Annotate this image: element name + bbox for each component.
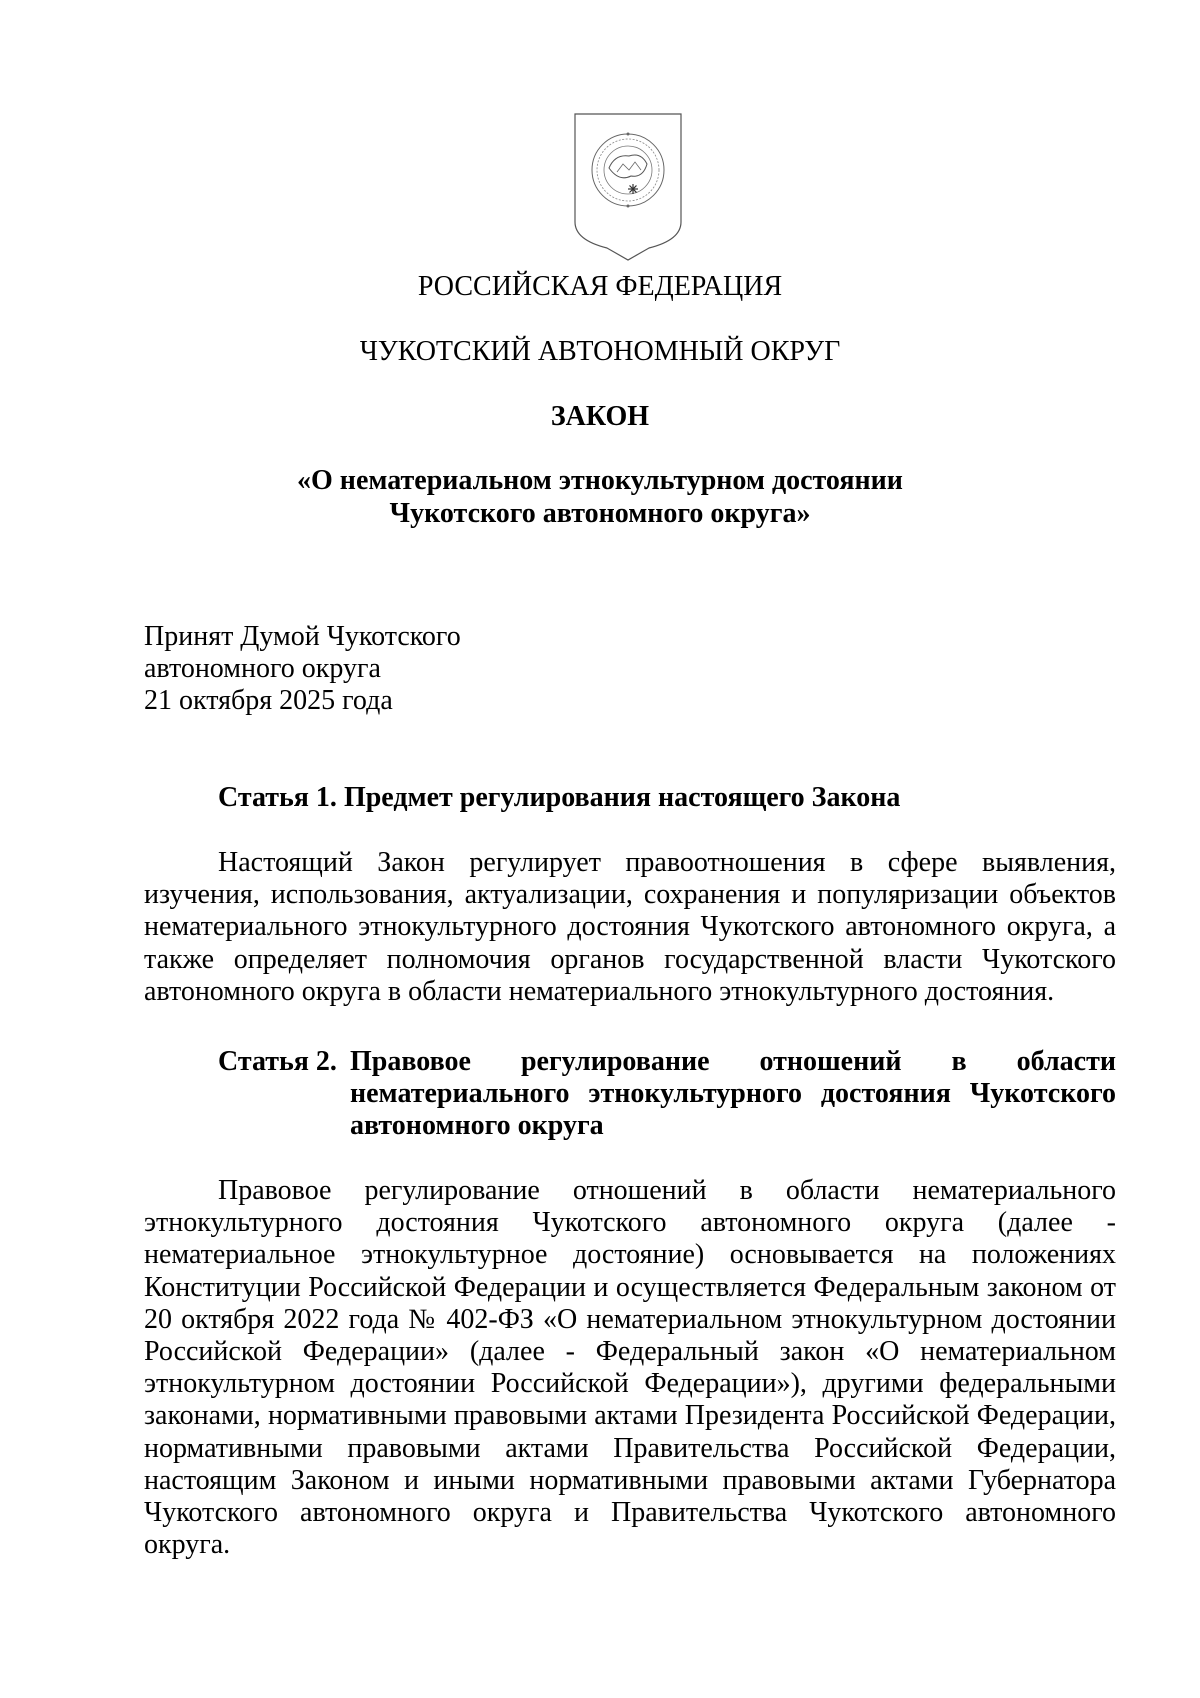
article-1-text: Настоящий Закон регулирует правоотношения в сфере выявления, изучения, использования, актуализации, сохранения и популяризации объектов нематериального этнокультурного достояния Чукотского автономного округа, а также определяет полномочия органов государственной власти Чукотского автономного округа в области нематериального этнокультурного достояния. [144,847,1116,1007]
article-2-title: Правовое регулирование отношений в области нематериального этнокультурного достояния Чукотского автономного округа [350,1046,1116,1141]
adoption-line-2: автономного округа [144,653,381,684]
article-2-label: Статья 2. [218,1046,337,1077]
article-1-title: Предмет регулирования настоящего Закона [343,782,901,813]
adoption-line-1: Принят Думой Чукотского [144,621,461,652]
article-2-text: Правовое регулирование отношений в области нематериального этнокультурного достояния Чукотского автономного округа (далее - нематериальное этнокультурное достояние) основывается на положениях Конституции Российской Федерации и осуществляется Федеральным законом от 20 октября 2022 года № 402-ФЗ «О нематериальном этнокультурном достоянии Российской Федерации» (далее - Федеральный закон «О нематериальном этнокультурном достоянии Российской Федерации»), другими федеральными законами, нормативными правовыми актами Президента Российской Федерации, нормативными правовыми актами Правительства Российской Федерации, настоящим Законом и иными нормативными правовыми актами Губернатора Чукотского автономного округа и Правительства Чукотского автономного округа. [144,1175,1116,1561]
article-1-label: Статья 1. [218,782,337,813]
adoption-date: 21 октября 2025 года [144,685,393,716]
article-1-heading [218,782,900,814]
coat-of-arms-icon [573,112,683,262]
country-name: РОССИЙСКАЯ ФЕДЕРАЦИЯ [417,271,783,302]
document-type: ЗАКОН [550,401,650,432]
adoption-info [144,621,461,717]
law-title-line-1: «О нематериальном этнокультурном достоянии [297,465,903,496]
law-title-line-2: Чукотского автономного округа» [389,498,811,529]
region-name: ЧУКОТСКИЙ АВТОНОМНЫЙ ОКРУГ [359,336,841,367]
